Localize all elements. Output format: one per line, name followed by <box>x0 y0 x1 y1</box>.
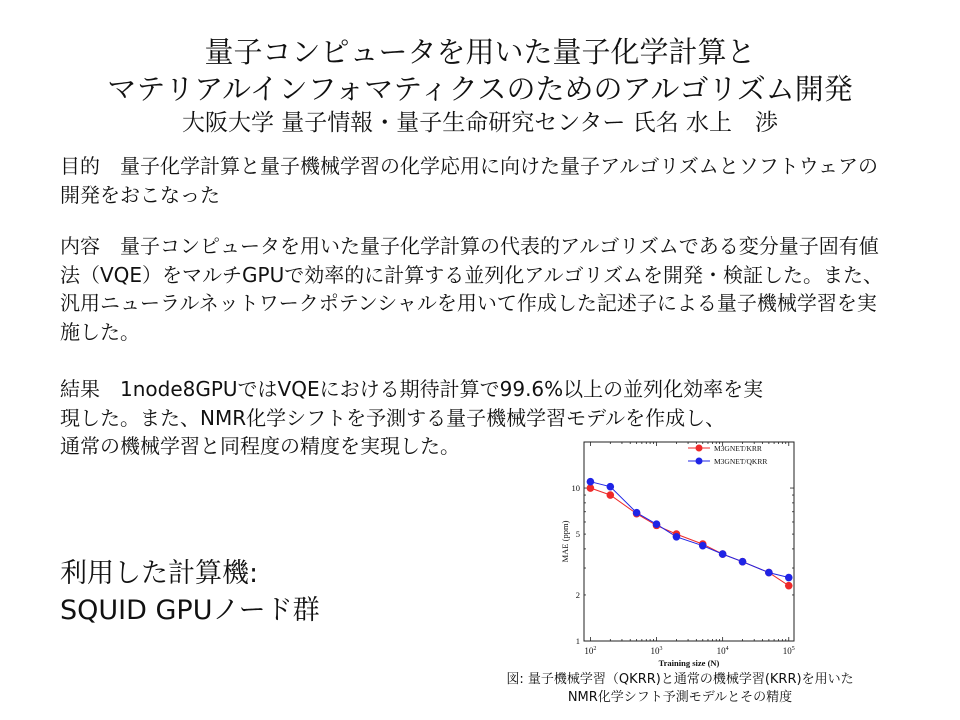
series-2-point <box>587 478 595 486</box>
series-line-2 <box>590 482 788 578</box>
series-2-point <box>633 509 641 517</box>
series-2-point <box>765 569 773 577</box>
title-line-1: 量子コンピュータを用いた量子化学計算と <box>204 35 756 69</box>
x-tick-label: $10^3$ <box>650 646 663 656</box>
figure-caption <box>470 671 890 707</box>
series-1-point <box>785 582 793 590</box>
x-tick-label: $10^4$ <box>716 646 729 656</box>
x-tick-label: $10^5$ <box>782 646 795 656</box>
series-2-point <box>719 550 727 558</box>
result-line-3: 通常の機械学習と同程度の精度を実現した。 <box>60 434 460 458</box>
legend-label-1: M3GNET/KRR <box>714 444 762 453</box>
y-axis-label: MAE (ppm) <box>560 520 570 563</box>
mae-chart <box>556 436 806 670</box>
affiliation: 大阪大学 量子情報・量子生命研究センター 氏名 水上 渉 <box>181 110 778 136</box>
legend-label-2: M3GNET/QKRR <box>714 457 768 466</box>
x-axis-label: Training size (N) <box>658 658 720 668</box>
series-line-1 <box>590 488 788 586</box>
legend-marker-1 <box>696 445 703 452</box>
series-2-point <box>673 533 681 541</box>
y-tick-label: 5 <box>575 529 580 540</box>
purpose-paragraph: 目的 量子化学計算と量子機械学習の化学応用に向けた量子アルゴリズムとソフトウェアの開発をおこなった <box>60 154 878 207</box>
series-2-point <box>739 558 747 566</box>
legend-marker-2 <box>696 458 703 465</box>
y-tick-label: 1 <box>575 636 580 646</box>
title-line-2: マテリアルインフォマティクスのためのアルゴリズム開発 <box>107 72 853 106</box>
result-line-1: 結果 1node8GPUではVQEにおける期待計算で99.6%以上の並列化効率を実 <box>60 377 764 401</box>
caption-line-1: 図: 量子機械学習（QKRR)と通常の機械学習(KRR)を用いた <box>506 672 854 687</box>
x-tick-label: $10^2$ <box>584 646 597 656</box>
y-tick-label: 2 <box>575 589 580 600</box>
computer-used-label: 利用した計算機: <box>60 558 259 589</box>
caption-line-2: NMR化学シフト予測モデルとその精度 <box>567 690 793 705</box>
series-2-point <box>699 542 707 550</box>
series-2-point <box>785 574 793 582</box>
series-2-point <box>653 520 661 528</box>
computer-used <box>60 555 320 629</box>
computer-used-name: SQUID GPUノード群 <box>60 595 320 626</box>
series-1-point <box>607 491 615 499</box>
y-tick-label: 10 <box>571 483 580 494</box>
content-paragraph: 内容 量子コンピュータを用いた量子化学計算の代表的アルゴリズムである変分量子固有値法（VQE）をマルチGPUで効率的に計算する並列化アルゴリズムを開発・検証した。また、汎用ニューラルネットワークポテンシャルを用いて作成した記述子による量子機械学習を実施した。 <box>60 234 884 344</box>
result-line-2: 現した。また、NMR化学シフトを予測する量子機械学習モデルを作成し、 <box>60 405 726 430</box>
series-2-point <box>607 483 615 491</box>
